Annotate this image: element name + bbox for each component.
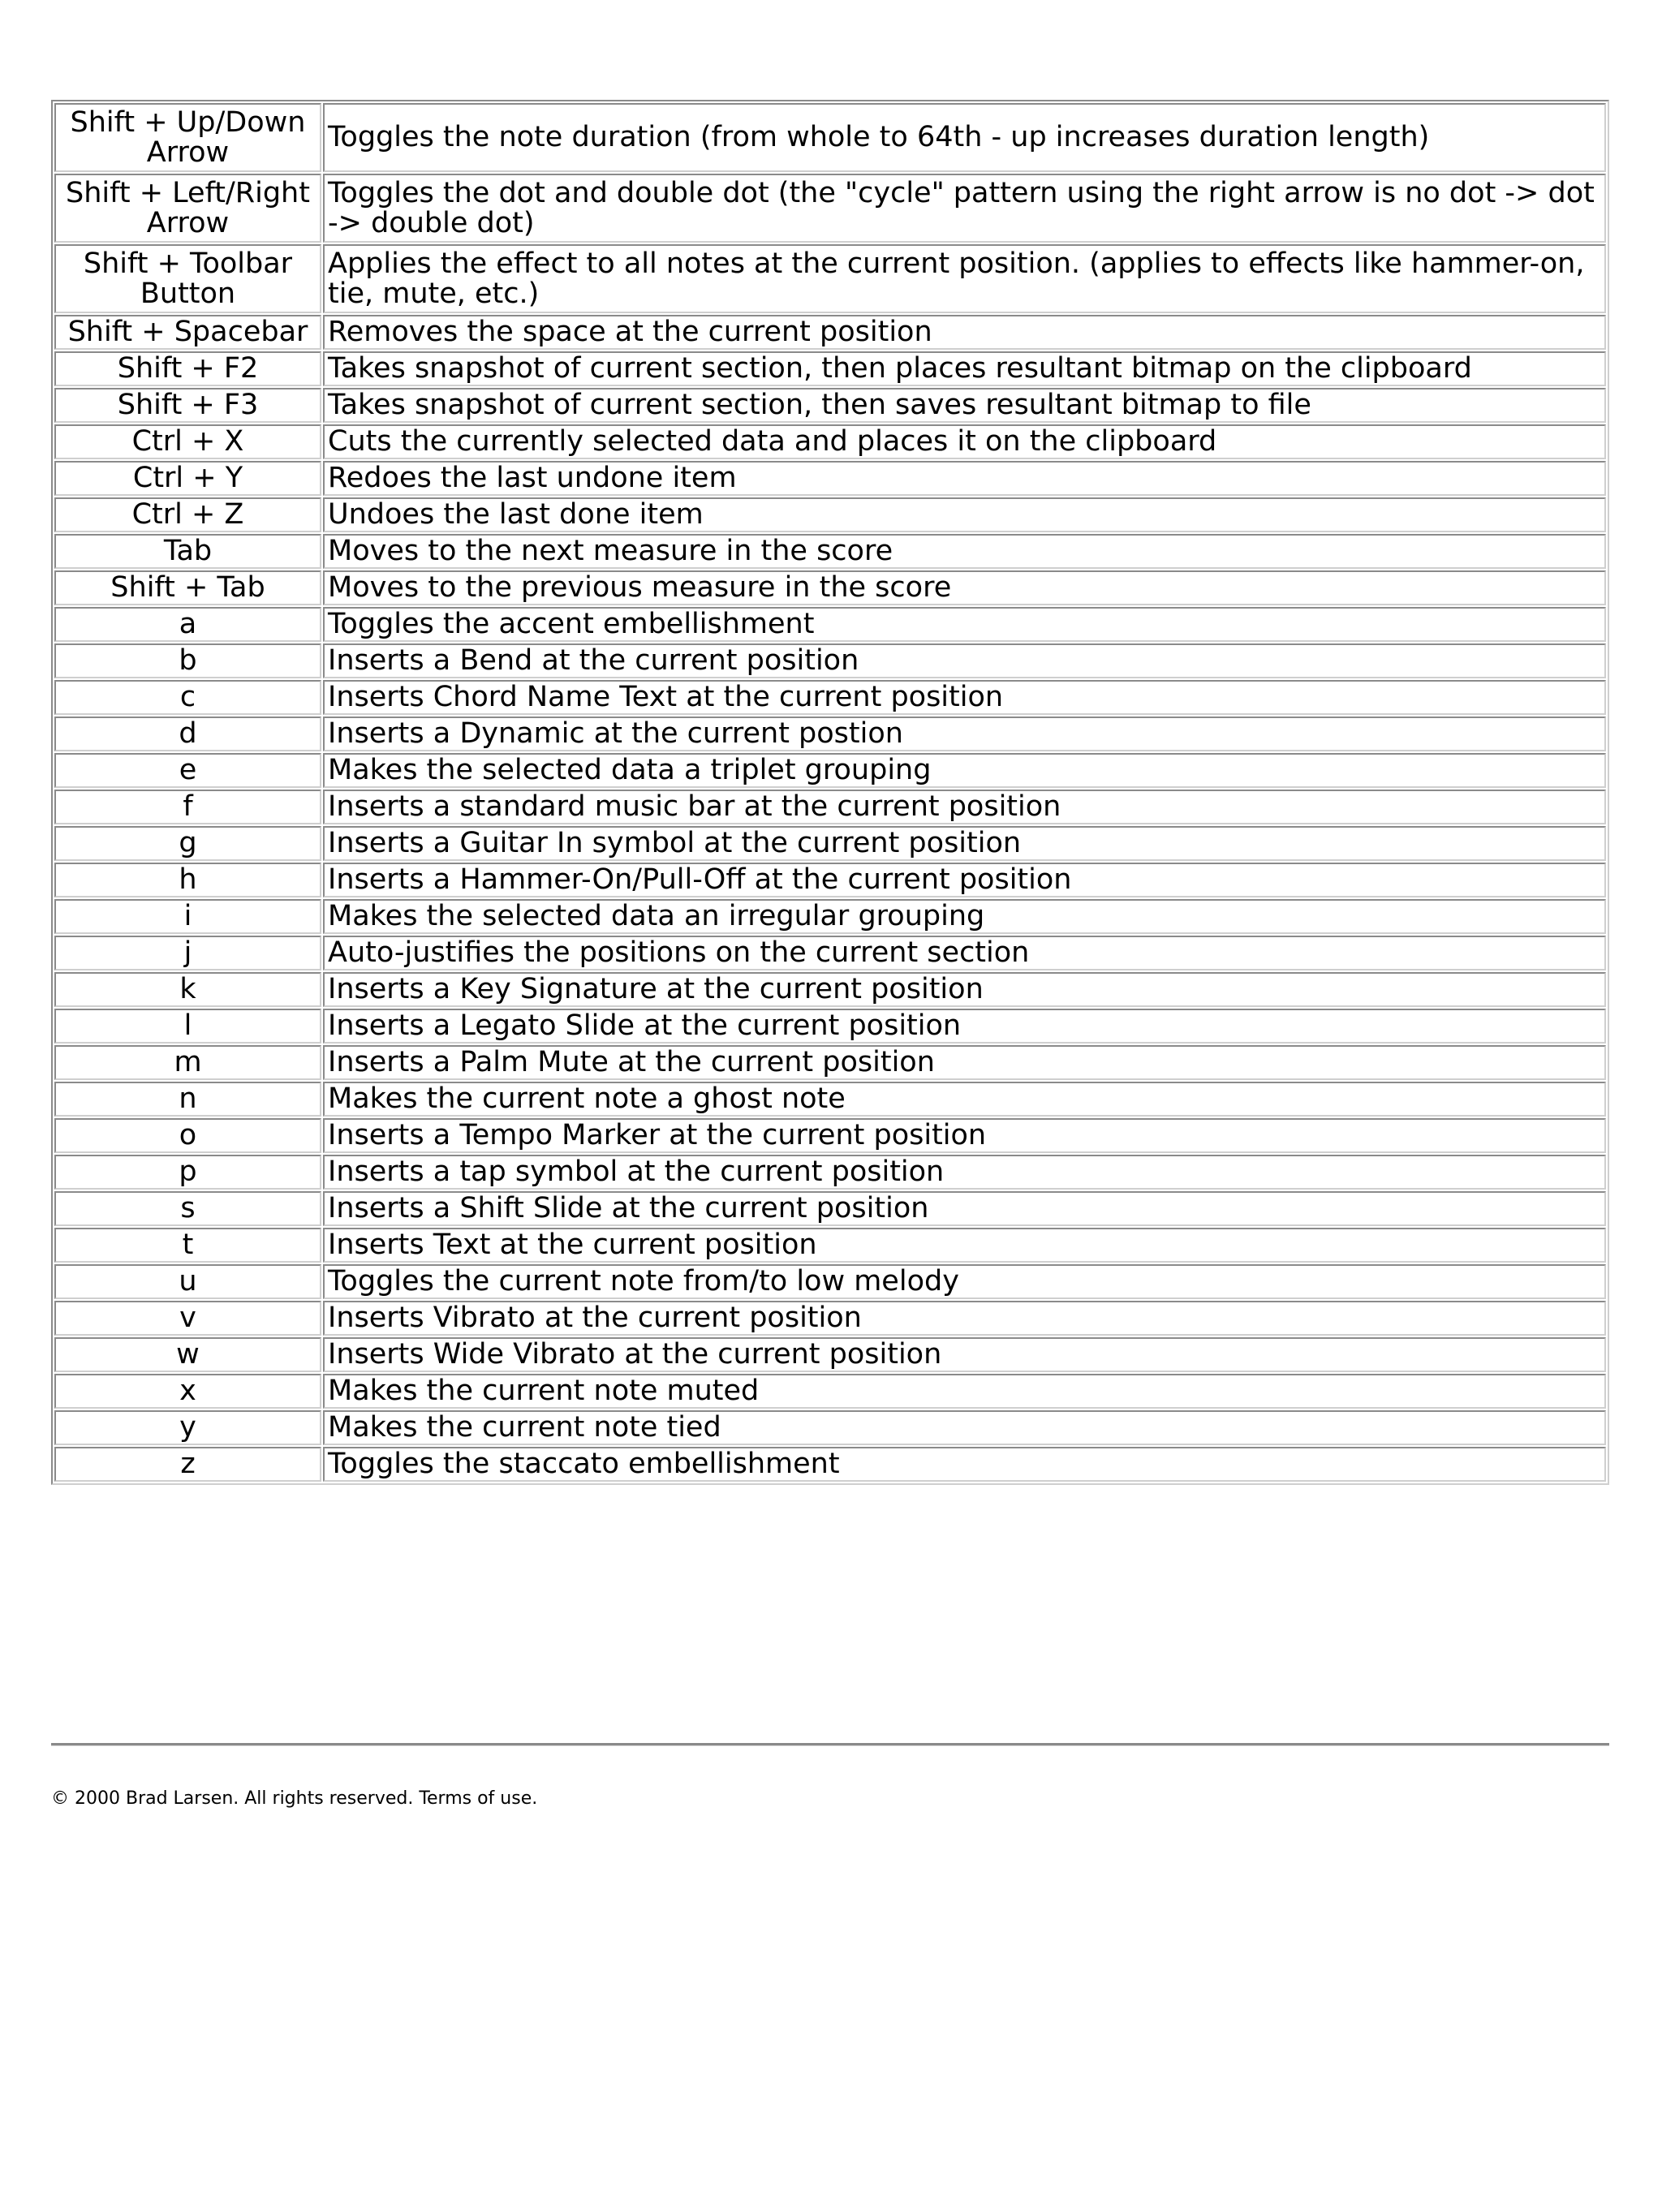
shortcut-key-cell: Shift + F3	[54, 388, 321, 423]
table-row	[54, 174, 1606, 243]
table-row	[54, 534, 1606, 569]
shortcut-key-cell: Ctrl + X	[54, 424, 321, 459]
table-row	[54, 1045, 1606, 1080]
shortcut-key-cell: Shift + Toolbar Button	[54, 244, 321, 313]
shortcut-description-cell: Inserts a Tempo Marker at the current position	[323, 1118, 1606, 1153]
shortcut-key-cell: Shift + Tab	[54, 570, 321, 605]
shortcut-description-cell: Moves to the previous measure in the score	[323, 570, 1606, 605]
shortcut-description-cell: Makes the current note tied	[323, 1410, 1606, 1445]
shortcut-key-cell: l	[54, 1009, 321, 1044]
shortcut-key-cell: f	[54, 790, 321, 824]
shortcut-key-cell: Shift + Up/Down Arrow	[54, 103, 321, 172]
shortcut-description-cell: Toggles the dot and double dot (the "cycle" pattern using the right arrow is no dot -> dot -> double dot)	[323, 174, 1606, 243]
table-row	[54, 570, 1606, 605]
shortcut-key-cell: x	[54, 1374, 321, 1409]
table-row	[54, 1447, 1606, 1482]
shortcut-description-cell: Takes snapshot of current section, then places resultant bitmap on the clipboard	[323, 351, 1606, 386]
shortcut-key-cell: w	[54, 1337, 321, 1372]
shortcut-key-cell: d	[54, 717, 321, 751]
shortcut-description-cell: Inserts a Palm Mute at the current position	[323, 1045, 1606, 1080]
shortcut-key-cell: Shift + Spacebar	[54, 315, 321, 350]
shortcut-description-cell: Inserts Vibrato at the current position	[323, 1301, 1606, 1336]
shortcut-description-cell: Makes the current note muted	[323, 1374, 1606, 1409]
table-row	[54, 1264, 1606, 1299]
table-row	[54, 388, 1606, 423]
shortcut-description-cell: Applies the effect to all notes at the current position. (applies to effects like hammer-on, tie, mute, etc.)	[323, 244, 1606, 313]
table-row	[54, 717, 1606, 751]
table-row	[54, 244, 1606, 313]
shortcut-table	[51, 100, 1609, 1485]
table-row	[54, 1301, 1606, 1336]
table-row	[54, 680, 1606, 715]
shortcut-key-cell: Shift + F2	[54, 351, 321, 386]
table-row	[54, 972, 1606, 1007]
shortcut-description-cell: Toggles the note duration (from whole to 64th - up increases duration length)	[323, 103, 1606, 172]
shortcut-key-cell: n	[54, 1082, 321, 1117]
table-row	[54, 607, 1606, 642]
shortcut-description-cell: Inserts a Key Signature at the current position	[323, 972, 1606, 1007]
table-row	[54, 753, 1606, 788]
shortcut-key-cell: k	[54, 972, 321, 1007]
shortcut-key-cell: g	[54, 826, 321, 861]
shortcut-key-cell: m	[54, 1045, 321, 1080]
table-row	[54, 826, 1606, 861]
table-row	[54, 1191, 1606, 1226]
footer-divider	[51, 1743, 1609, 1746]
table-row	[54, 351, 1606, 386]
shortcut-description-cell: Removes the space at the current position	[323, 315, 1606, 350]
table-row	[54, 497, 1606, 532]
table-row	[54, 936, 1606, 970]
shortcut-description-cell: Undoes the last done item	[323, 497, 1606, 532]
shortcut-description-cell: Inserts a Guitar In symbol at the current position	[323, 826, 1606, 861]
shortcut-description-cell: Takes snapshot of current section, then saves resultant bitmap to file	[323, 388, 1606, 423]
shortcut-description-cell: Inserts a Dynamic at the current postion	[323, 717, 1606, 751]
table-row	[54, 1009, 1606, 1044]
table-row	[54, 899, 1606, 934]
table-row	[54, 1118, 1606, 1153]
shortcut-table-body	[54, 103, 1606, 1482]
table-row	[54, 424, 1606, 459]
shortcut-key-cell: Tab	[54, 534, 321, 569]
table-row	[54, 790, 1606, 824]
shortcut-key-cell: j	[54, 936, 321, 970]
shortcut-description-cell: Inserts Chord Name Text at the current position	[323, 680, 1606, 715]
shortcut-key-cell: Ctrl + Y	[54, 461, 321, 496]
table-row	[54, 103, 1606, 172]
shortcut-description-cell: Inserts a Legato Slide at the current position	[323, 1009, 1606, 1044]
shortcut-key-cell: a	[54, 607, 321, 642]
table-row	[54, 461, 1606, 496]
shortcut-description-cell: Makes the selected data a triplet grouping	[323, 753, 1606, 788]
table-row	[54, 1082, 1606, 1117]
shortcut-description-cell: Toggles the accent embellishment	[323, 607, 1606, 642]
shortcut-description-cell: Toggles the staccato embellishment	[323, 1447, 1606, 1482]
shortcut-description-cell: Inserts a tap symbol at the current position	[323, 1155, 1606, 1190]
shortcut-key-cell: h	[54, 863, 321, 897]
shortcut-key-cell: o	[54, 1118, 321, 1153]
shortcut-description-cell: Inserts Text at the current position	[323, 1228, 1606, 1263]
shortcut-key-cell: Ctrl + Z	[54, 497, 321, 532]
table-row	[54, 1410, 1606, 1445]
shortcut-description-cell: Toggles the current note from/to low melody	[323, 1264, 1606, 1299]
shortcut-key-cell: z	[54, 1447, 321, 1482]
shortcut-description-cell: Moves to the next measure in the score	[323, 534, 1606, 569]
table-row	[54, 1155, 1606, 1190]
shortcut-key-cell: e	[54, 753, 321, 788]
table-row	[54, 1337, 1606, 1372]
table-row	[54, 315, 1606, 350]
shortcut-description-cell: Auto-justifies the positions on the current section	[323, 936, 1606, 970]
shortcut-description-cell: Redoes the last undone item	[323, 461, 1606, 496]
shortcut-key-cell: u	[54, 1264, 321, 1299]
shortcut-description-cell: Inserts a Hammer-On/Pull-Off at the current position	[323, 863, 1606, 897]
shortcut-key-cell: c	[54, 680, 321, 715]
footer-copyright: © 2000 Brad Larsen. All rights reserved. Terms of use.	[51, 1788, 538, 1809]
shortcut-description-cell: Makes the current note a ghost note	[323, 1082, 1606, 1117]
shortcut-description-cell: Makes the selected data an irregular grouping	[323, 899, 1606, 934]
table-row	[54, 1228, 1606, 1263]
table-row	[54, 863, 1606, 897]
shortcut-description-cell: Inserts a Bend at the current position	[323, 643, 1606, 678]
shortcut-key-cell: y	[54, 1410, 321, 1445]
table-row	[54, 643, 1606, 678]
shortcut-description-cell: Inserts a standard music bar at the current position	[323, 790, 1606, 824]
shortcut-key-cell: v	[54, 1301, 321, 1336]
shortcut-key-cell: t	[54, 1228, 321, 1263]
shortcut-key-cell: i	[54, 899, 321, 934]
shortcut-description-cell: Inserts a Shift Slide at the current position	[323, 1191, 1606, 1226]
shortcut-key-cell: s	[54, 1191, 321, 1226]
shortcut-key-cell: Shift + Left/Right Arrow	[54, 174, 321, 243]
shortcut-key-cell: p	[54, 1155, 321, 1190]
table-row	[54, 1374, 1606, 1409]
shortcut-description-cell: Inserts Wide Vibrato at the current position	[323, 1337, 1606, 1372]
shortcut-description-cell: Cuts the currently selected data and places it on the clipboard	[323, 424, 1606, 459]
shortcut-key-cell: b	[54, 643, 321, 678]
